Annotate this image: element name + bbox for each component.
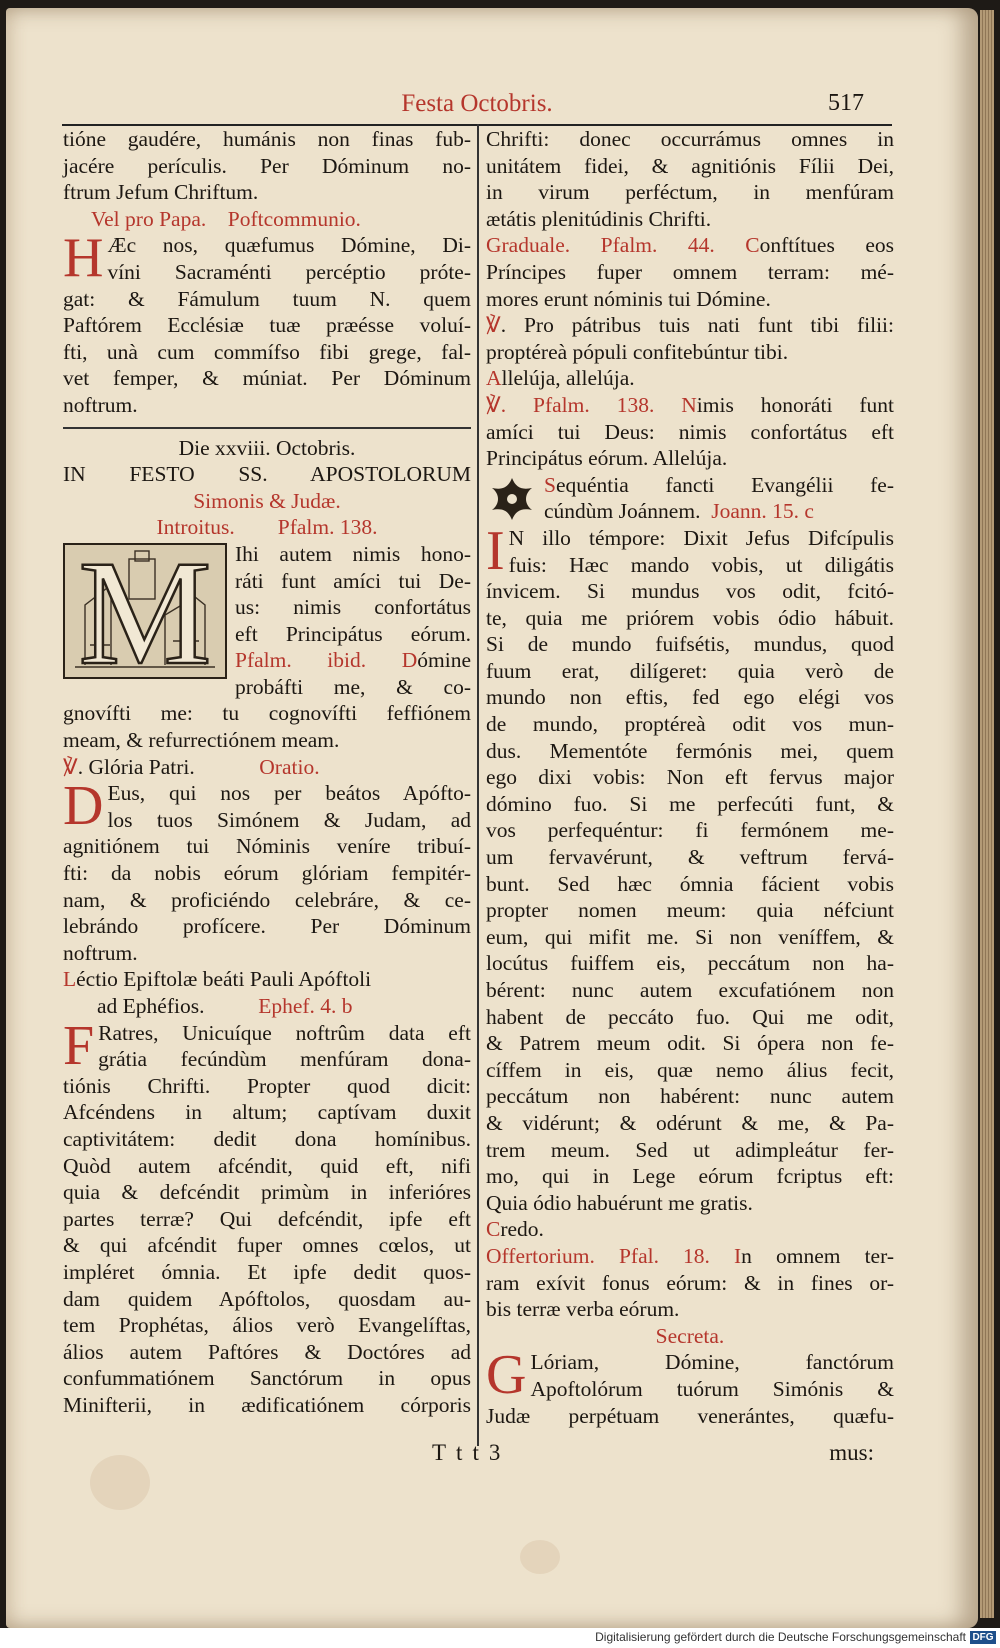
text-line: Eus, qui nos per beátos Apófto- <box>107 781 471 806</box>
text-line: locútus fuiffem eis, peccátum non ha- <box>486 951 894 976</box>
text-line: Apoftolórum tuórum Simónis & <box>530 1376 894 1401</box>
initial-paragraph <box>63 780 471 833</box>
text-line: agnitiónem tui Nóminis veníre tribuí- <box>63 834 471 859</box>
page-footer <box>62 1440 892 1476</box>
text-line: los tuos Simónem & Judam, ad <box>107 807 471 832</box>
text-line: vet femper, & múniat. Per Dóminum <box>63 366 471 391</box>
text-line: probáfti me, & co- <box>235 674 471 699</box>
text-line: tióne gaudére, humánis non finas fub- <box>63 127 471 151</box>
drop-initial: F <box>63 1019 95 1073</box>
text-line: Die xxviii. Octobris. <box>178 435 356 460</box>
text-line: Introitus. Pfalm. 138. <box>156 515 378 540</box>
initial-paragraph <box>63 232 471 285</box>
text-line: Simonis & Judæ. <box>193 488 341 513</box>
page-number: 517 <box>828 90 864 116</box>
text-line: víni Sacraménti percéptio próte- <box>107 259 471 284</box>
text-line: ad Ephéfios. Ephef. 4. b <box>97 994 353 1018</box>
text-line: dus. Mementóte fermónis mei, quem <box>486 738 894 763</box>
section-rule <box>63 427 471 429</box>
text-line: ráti funt amíci tui De- <box>235 568 471 593</box>
text-line: tiónis Chrifti. Propter quod dicit: <box>63 1073 471 1098</box>
text-line: partes terræ? Qui defcéndit, ipfe eft <box>63 1206 471 1231</box>
text-line: fuum erat, dilígeret: quia verò de <box>486 658 894 683</box>
text-line: tem Prophétas, álios verò Evangelíftas, <box>63 1313 471 1338</box>
text-line: Secreta. <box>655 1323 725 1348</box>
drop-initial: I <box>486 524 505 579</box>
text-line: Judæ perpétuam venerántes, quæfu- <box>486 1403 894 1428</box>
text-line: quia & defcéndit primùm in inferióres <box>63 1180 471 1205</box>
text-line: dam quidem Apóftolos, quosdam au- <box>63 1286 471 1311</box>
text-line: us: nimis confortátus <box>235 595 471 620</box>
text-line: propter nomen meum: quia néfciunt <box>486 898 894 923</box>
text-line: Principátus eórum. Allelúja. <box>486 446 728 471</box>
text-line: unitátem fidei, & agnitiónis Fílii Dei, <box>486 153 894 178</box>
text-line: captivitátem: dedit dona homínibus. <box>63 1126 471 1151</box>
page-edges <box>980 10 994 1618</box>
running-header <box>62 88 892 128</box>
text-line: ætátis plenitúdinis Chrifti. <box>486 206 712 231</box>
initial-paragraph <box>63 1020 471 1073</box>
text-line: bérent: nunc autem excufatiónem non <box>486 978 894 1002</box>
text-line: & qui afcéndit fuper omnes cœlos, ut <box>63 1233 471 1258</box>
text-line: impléret ómnia. Et ipfe dedit quos- <box>63 1259 471 1284</box>
text-line: IN FESTO SS. APOSTOLORUM <box>63 462 471 487</box>
drop-initial: D <box>63 780 104 834</box>
text-line: Afcéndens in altum; captívam duxit <box>63 1100 471 1125</box>
text-line: Allelúja, allelúja. <box>486 366 635 391</box>
text-line: & vidérunt; & odérunt & me, & Pa- <box>486 1110 894 1135</box>
left-column <box>63 126 471 1419</box>
text-line: ego dixi vobis: Non eft fervus major <box>486 765 894 790</box>
text-line: Ihi autem nimis hono- <box>235 541 471 566</box>
text-line: fti, unà cum commífso fibi grege, fal- <box>63 339 471 364</box>
text-line: N illo témpore: Dixit Jefus Difcípulis <box>508 525 894 550</box>
text-line: mores erunt nóminis tui Dómine. <box>486 286 771 311</box>
text-line: Ratres, Unicuíque noftrûm data eft <box>98 1020 471 1045</box>
text-line: Graduale. Pfalm. 44. Conftítues eos <box>486 233 894 258</box>
text-line: Offertorium. Pfal. 18. In omnem ter- <box>486 1243 894 1268</box>
running-title: Festa Octobris. <box>401 90 553 117</box>
text-line: confummatiónem Sanctórum in opus <box>63 1366 471 1391</box>
text-line: bis terræ verba eórum. <box>486 1297 680 1322</box>
initial-paragraph <box>486 1349 894 1402</box>
text-line: eum, qui mifit me. Si non veníffem, & <box>486 924 894 949</box>
text-line: cíffem in eis, quæ nemo álius fecit, <box>486 1057 894 1082</box>
text-line: Quia ódio habuérunt me gratis. <box>486 1190 753 1215</box>
text-line: in virum perféctum, in menfúram <box>486 180 894 205</box>
gospel-heading <box>486 472 894 525</box>
text-line: Quòd autem afcéndit, quid eft, nifi <box>63 1153 471 1178</box>
text-line: ℣. Pro pátribus tuis nati funt tibi filii: <box>486 313 894 338</box>
column-rule <box>477 124 479 1446</box>
text-line: nam, & proficiéndo celebráre, & ce- <box>63 887 471 912</box>
text-line: ínvicem. Si mundus vos odit, fcitó- <box>486 579 894 604</box>
text-line: noftrum. <box>63 940 138 965</box>
text-line: Léctio Epiftolæ beáti Pauli Apóftoli <box>63 967 372 992</box>
signature-mark: Ttt3 <box>432 1440 511 1465</box>
text-line: álios autem Paftóres & Doctóres ad <box>63 1339 471 1364</box>
text-line: Credo. <box>486 1217 544 1242</box>
text-line: Vel pro Papa. Poftcommunio. <box>91 206 361 231</box>
text-line: Paftórem Ecclésiæ tuæ præésse voluí- <box>63 313 471 338</box>
page-stain <box>520 1540 560 1574</box>
text-line: cúndùm Joánnem. Joann. 15. c <box>544 499 814 524</box>
text-line: habent de peccáto fuo. Qui me odit, <box>486 1004 894 1029</box>
text-line: gnovífti me: tu cognovífti feffiónem <box>63 701 471 726</box>
text-line: meam, & refurrectiónem meam. <box>63 728 340 753</box>
text-line: Minifterii, in ædificatiónem córporis <box>63 1392 471 1417</box>
dfg-logo: DFG <box>970 1631 996 1644</box>
historiated-initial-m <box>63 543 227 679</box>
text-line: Æc nos, quæfumus Dómine, Di- <box>107 233 471 258</box>
text-line: um fervavérunt, & veftrum fervá- <box>486 845 894 870</box>
text-line: mo, qui in Lege eórum fcriptus eft: <box>486 1164 894 1189</box>
svg-text:M: M <box>78 544 212 677</box>
text-line: amíci tui Deus: nimis confortátus eft <box>486 419 894 444</box>
text-line: Sequéntia fancti Evangélii fe- <box>544 472 894 497</box>
text-line: Lóriam, Dómine, fanctórum <box>530 1350 894 1375</box>
text-line: ram exívit fonus eórum: & in fines or- <box>486 1270 894 1295</box>
text-line: trem meum. Sed ut adimpleátur fer- <box>486 1137 894 1162</box>
text-line: de mundo, proptéreà odit vos mun- <box>486 712 894 737</box>
right-column <box>486 126 894 1429</box>
text-line: mundo non eftis, fed ego elégi vos <box>486 685 894 710</box>
drop-initial: G <box>486 1349 527 1403</box>
text-line: noftrum. <box>63 392 138 417</box>
historiated-initial-paragraph <box>63 541 471 701</box>
text-line: gat: & Fámulum tuum N. quem <box>63 286 471 311</box>
text-line: eft Principátus eórum. <box>235 621 471 646</box>
drop-initial: H <box>63 232 104 286</box>
text-line: Chrifti: donec occurrámus omnes in <box>486 127 894 151</box>
text-line: vos perfequéntur: fi fermónem me- <box>486 818 894 843</box>
text-line: & Patrem meum odit. Si ópera non fe- <box>486 1031 894 1056</box>
text-line: dómino fuo. Si me perfecúti funt, & <box>486 791 894 816</box>
text-line: peccátum non habérent: nunc autem <box>486 1084 894 1109</box>
text-line: Si de mundo fuifsétis, mundus, quod <box>486 632 894 657</box>
text-line: jacére perículis. Per Dóminum no- <box>63 153 471 178</box>
text-line: ftrum Jefum Chriftum. <box>63 180 259 205</box>
text-line: Pfalm. ibid. Dómine <box>235 648 471 673</box>
text-line: fuis: Hæc mando vobis, ut diligátis <box>508 552 894 577</box>
text-line: fti: da nobis eórum glóriam fempitér- <box>63 861 471 886</box>
text-line: ℣. Glória Patri. Oratio. <box>63 754 320 779</box>
text-line: grátia fecúndùm menfúram dona- <box>98 1047 471 1072</box>
fleuron-ornament-icon <box>488 474 536 524</box>
text-line: te, quia me priórem vobis ódio hábuit. <box>486 605 894 630</box>
digitization-bar <box>0 1628 1000 1648</box>
catchword: mus: <box>829 1440 874 1465</box>
text-line: proptéreà pópuli confitebúntur tibi. <box>486 339 789 364</box>
text-line: ℣. Pfalm. 138. Nimis honoráti funt <box>486 392 894 417</box>
text-line: bunt. Sed hæc ómnia fácient vobis <box>486 871 894 896</box>
text-line: Príncipes fuper omnem terram: mé- <box>486 259 894 284</box>
text-line: lebrándo profícere. Per Dóminum <box>63 914 471 939</box>
digitization-notice: Digitalisierung gefördert durch die Deutsche Forschungsgemeinschaft <box>595 1630 966 1644</box>
initial-paragraph <box>486 525 894 578</box>
